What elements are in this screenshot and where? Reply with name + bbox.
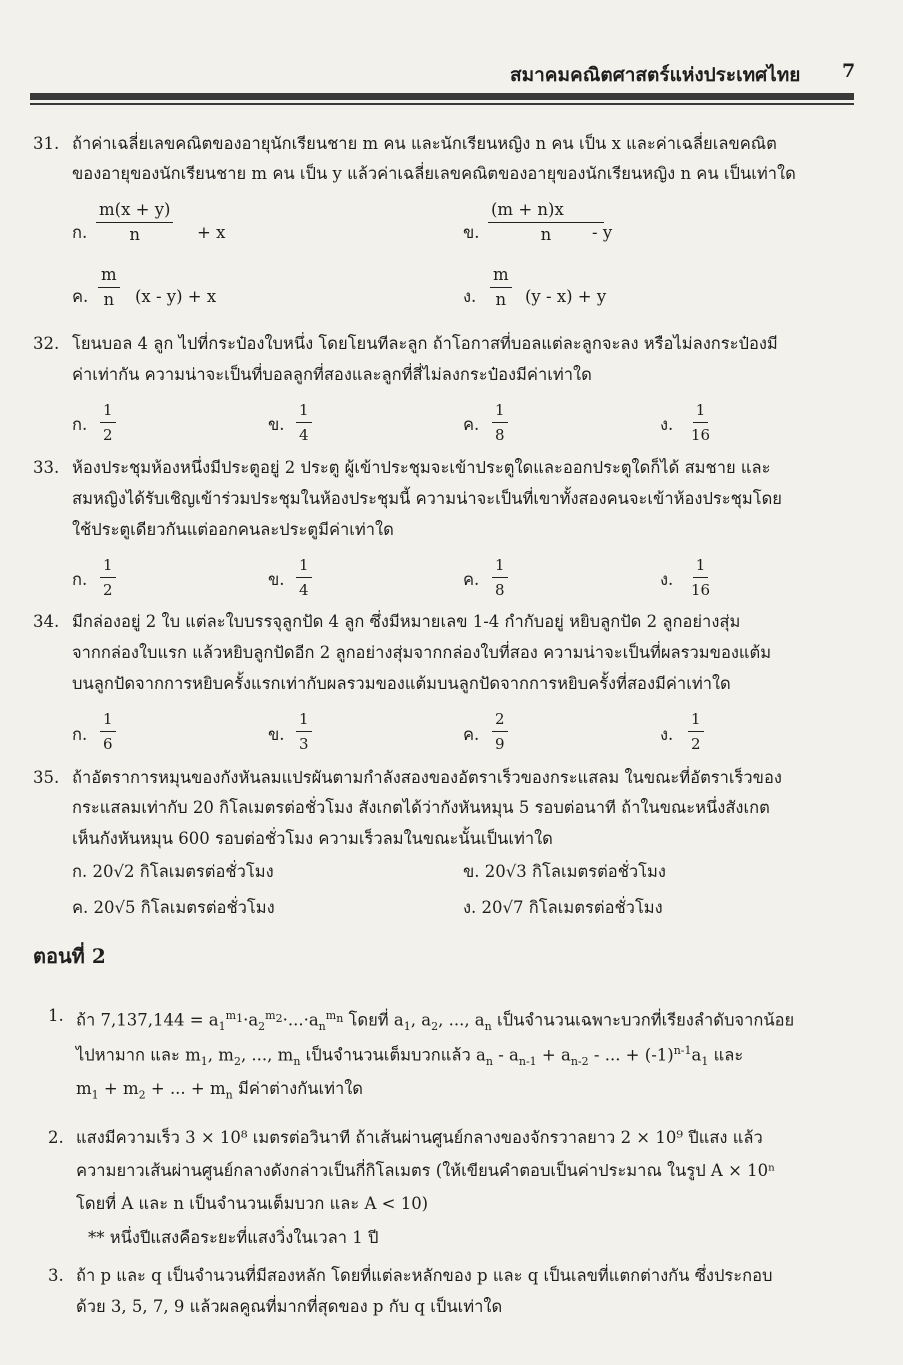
problem-line-3: $m_1 + m_2$ + ... + $m_n$ มีค่าต่างกันเท่าใด [76,1079,364,1102]
question-line: ของอายุของนักเรียนชาย m คน เป็น y แล้วค่าเฉลี่ยเลขคณิตของอายุของนักเรียนหญิง n คน เป็นเท่าใด [72,164,796,183]
question-line: เห็นกังหันหมุน 600 รอบต่อชั่วโมง ความเร็วลมในขณะนั้นเป็นเท่าใด [72,829,553,848]
question-line: จากกล่องใบแรก แล้วหยิบลูกปัดอีก 2 ลูกอย่างสุ่มจากกล่องใบที่สอง ความน่าจะเป็นที่ผลรวมของแต้ม [72,643,772,662]
numerator: 1 [100,555,116,578]
numerator: 2 [492,709,508,732]
choice-fraction [296,709,312,754]
denominator: n [103,290,115,309]
choice-label: ข. [268,415,285,434]
denominator: 6 [103,735,113,753]
choice-label: ง. [660,415,674,434]
choice-fraction [688,555,713,600]
header-rule-thin [30,103,854,105]
question-line: บนลูกปัดจากการหยิบครั้งแรกเท่ากับผลรวมของแต้มบนลูกปัดจากการหยิบครั้งที่สองมีค่าเท่าใด [72,674,731,693]
problem-number: 1. [48,1006,64,1025]
choice-label: ค. [463,725,480,744]
choice-label: ก. [72,725,88,744]
numerator: 1 [492,400,508,423]
question-number: 31. [33,134,60,153]
problem-line: โดยที่ A และ n เป็นจำนวนเต็มบวก และ A < 10) [76,1194,429,1213]
denominator: 4 [299,426,309,444]
choice-label: ก. [72,223,88,242]
text: มีค่าต่างกันเท่าใด [237,1079,364,1098]
choice-fraction [296,555,312,600]
text: และ [713,1045,744,1065]
choice-label: ข. [268,570,285,589]
choice-fraction [296,400,312,445]
numerator: (m + n)x [488,200,604,223]
denominator: 2 [691,735,701,753]
question-line: โยนบอล 4 ลูก ไปที่กระป๋องใบหนึ่ง โดยโยนทีละลูก ถ้าโอกาสที่บอลแต่ละลูกจะลง หรือไม่ลงกระป๋องมี [72,334,778,353]
choice-d-fraction [490,265,512,310]
text: เป็นจำนวนเฉพาะบวกที่เรียงลำดับจากน้อย [497,1010,795,1030]
denominator: n [540,225,552,244]
choice-c: ค. 20√5 กิโลเมตรต่อชั่วโมง [72,898,275,917]
choice-label: ค. [463,415,480,434]
choice-label: ก. [72,570,88,589]
header-rule-thick [30,93,854,100]
choice-fraction [100,555,116,600]
text: เป็นจำนวนเต็มบวกแล้ว a [305,1045,486,1065]
choice-b-fraction [488,200,604,245]
numerator: m [490,265,512,288]
denominator: 16 [691,426,711,444]
question-line: กระแสลมเท่ากับ 20 กิโลเมตรต่อชั่วโมง สังเกตได้ว่ากังหันหมุน 5 รอบต่อนาที ถ้าในขณะหนึ่งสังเกต [72,798,770,817]
choice-fraction [492,400,508,445]
choice-fraction [492,555,508,600]
denominator: 16 [691,581,711,599]
numerator: 1 [688,709,704,732]
question-line: ถ้าค่าเฉลี่ยเลขคณิตของอายุนักเรียนชาย m คน และนักเรียนหญิง n คน เป็น x และค่าเฉลี่ยเลขคณิต [72,134,777,153]
page-title: สมาคมคณิตศาสตร์แห่งประเทศไทย [510,64,801,86]
denominator: 4 [299,581,309,599]
denominator: 2 [103,581,113,599]
numerator: 1 [296,555,312,578]
question-line: ใช้ประตูเดียวกันแต่ออกคนละประตูมีค่าเท่าใด [72,520,394,539]
numerator: m(x + y) [96,200,173,223]
denominator: n [495,290,507,309]
denominator: 9 [495,735,505,753]
choice-fraction [100,709,116,754]
choice-d: ง. 20√7 กิโลเมตรต่อชั่วโมง [463,898,663,917]
denominator: 2 [103,426,113,444]
choice-fraction [688,400,713,445]
choice-fraction [492,709,508,754]
question-line: ห้องประชุมห้องหนึ่งมีประตูอยู่ 2 ประตู ผู้เข้าประชุมจะเข้าประตูใดและออกประตูใดก็ได้ สมชาย และ [72,458,771,477]
question-number: 34. [33,612,60,631]
section-heading: ตอนที่ 2 [33,944,106,968]
numerator: 1 [693,400,709,423]
numerator: 1 [492,555,508,578]
choice-a-fraction [96,200,173,245]
numerator: m [98,265,120,288]
choice-label: ข. [463,223,480,242]
problem-line-2: ไปหามาก และ $m_1$, $m_2$, ..., $m_n$ เป็นจำนวนเต็มบวกแล้ว $a_n - a_{n-1} + a_{n-2}$ - ... + $(-1)^{n-1}a_1$ และ [76,1044,744,1068]
question-line: ถ้าอัตราการหมุนของกังหันลมแปรผันตามกำลังสองของอัตราเร็วของกระแสลม ในขณะที่อัตราเร็วของ [72,768,782,787]
question-number: 35. [33,768,60,787]
choice-label: ก. [72,415,88,434]
problem-line-1: ถ้า $7,137,144 = a_1^{m_1}\cdot a_2^{m_2}\cdot...\cdot a_n^{m_n}$ โดยที่ $a_1$, $a_2$, ..., $a_n$ เป็นจำนวนเฉพาะบวกที่เรียงลำดับจากน้อย [76,1009,795,1033]
choice-label: ค. [72,287,89,306]
choice-fraction [688,709,704,754]
text: ถ้า 7,137,144 = a [76,1010,219,1030]
problem-note: ** หนึ่งปีแสงคือระยะที่แสงวิ่งในเวลา 1 ปี [88,1228,379,1247]
numerator: 1 [693,555,709,578]
choice-a: ก. 20√2 กิโลเมตรต่อชั่วโมง [72,862,274,881]
choice-text: - y [592,223,613,242]
problem-line: ถ้า p และ q เป็นจำนวนที่มีสองหลัก โดยที่แต่ละหลักของ p และ q เป็นเลขที่แตกต่างกัน ซึ่งประกอบ [76,1266,773,1285]
problem-line: ด้วย 3, 5, 7, 9 แล้วผลคูณที่มากที่สุดของ p กับ q เป็นเท่าใด [76,1297,503,1316]
question-line: ค่าเท่ากัน ความน่าจะเป็นที่บอลลูกที่สองและลูกที่สี่ไม่ลงกระป๋องมีค่าเท่าใด [72,365,592,384]
denominator: n [129,225,141,244]
question-number: 32. [33,334,60,353]
denominator: 8 [495,581,505,599]
numerator: 1 [100,709,116,732]
denominator: 3 [299,735,309,753]
problem-line: ความยาวเส้นผ่านศูนย์กลางดังกล่าวเป็นกี่กิโลเมตร (ให้เขียนคำตอบเป็นค่าประมาณ ในรูป A × 10ⁿ [76,1161,776,1180]
choice-label: ง. [660,570,674,589]
choice-label: ข. [268,725,285,744]
problem-number: 2. [48,1128,64,1147]
problem-line: แสงมีความเร็ว 3 × 10⁸ เมตรต่อวินาที ถ้าเส้นผ่านศูนย์กลางของจักรวาลยาว 2 × 10⁹ ปีแสง แล้ว [76,1128,763,1147]
question-number: 33. [33,458,60,477]
question-line: สมหญิงได้รับเชิญเข้าร่วมประชุมในห้องประชุมนี้ ความน่าจะเป็นที่เขาทั้งสองคนจะเข้าห้องประชุมโดย [72,489,782,508]
choice-text: (y - x) + y [525,287,607,306]
question-line: มีกล่องอยู่ 2 ใบ แต่ละใบบรรจุลูกปัด 4 ลูก ซึ่งมีหมายเลข 1-4 กำกับอยู่ หยิบลูกปัด 2 ลูกอย่างสุ่ม [72,612,741,631]
text: โดยที่ a [348,1010,404,1030]
choice-label: ง. [660,725,674,744]
choice-b: ข. 20√3 กิโลเมตรต่อชั่วโมง [463,862,666,881]
choice-text: + x [197,223,226,242]
choice-c-fraction [98,265,120,310]
choice-label: ง. [463,287,477,306]
choice-fraction [100,400,116,445]
text: m [76,1079,92,1098]
page-number: 7 [842,60,856,82]
denominator: 8 [495,426,505,444]
problem-number: 3. [48,1266,64,1285]
numerator: 1 [296,400,312,423]
text: ไปหามาก และ m [76,1045,201,1065]
choice-text: (x - y) + x [135,287,217,306]
numerator: 1 [100,400,116,423]
choice-label: ค. [463,570,480,589]
numerator: 1 [296,709,312,732]
